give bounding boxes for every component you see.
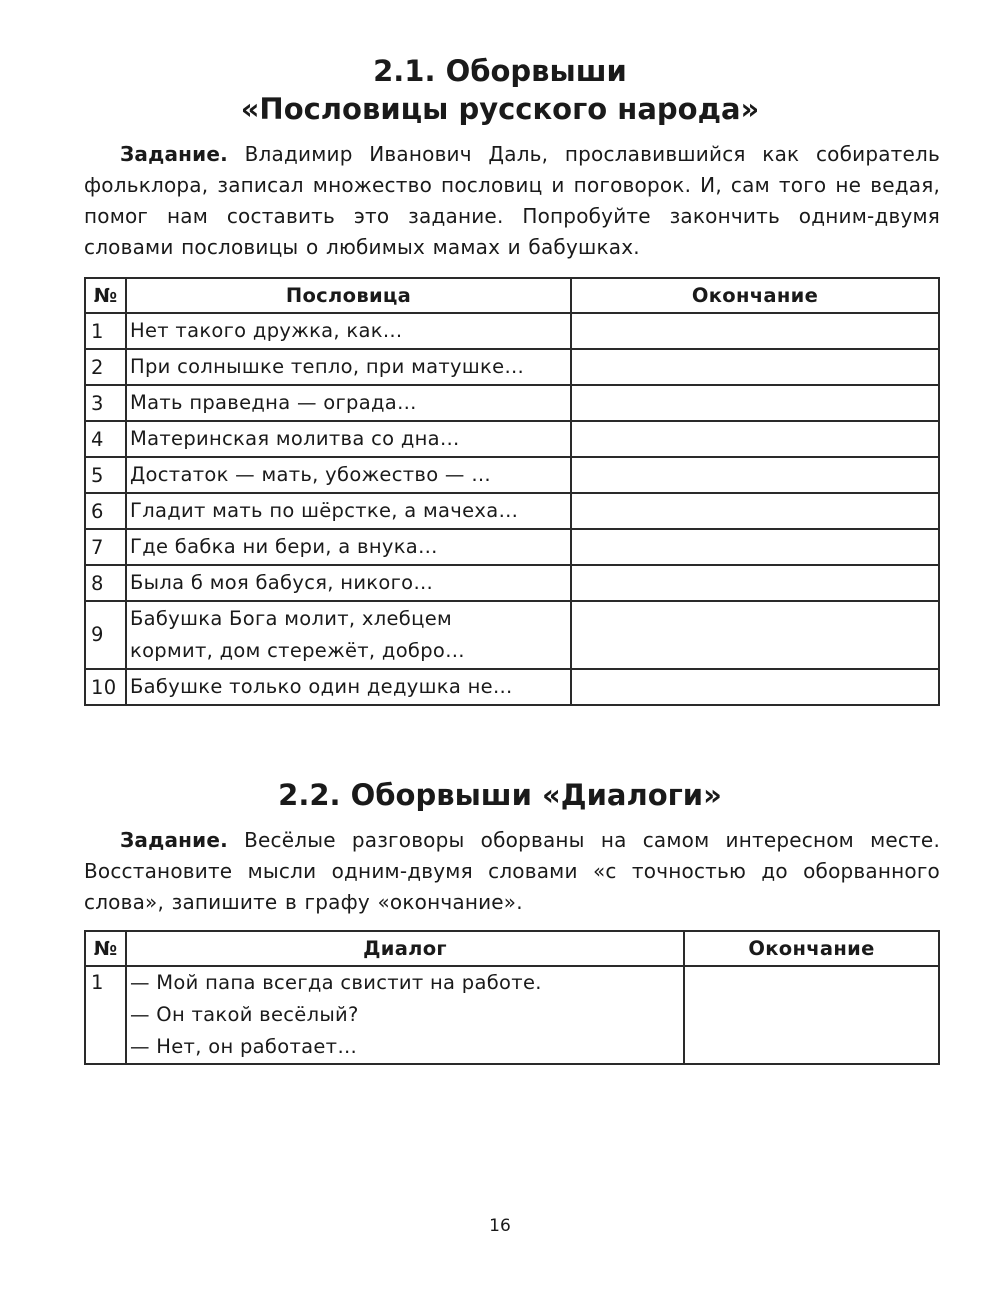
row-text-line: — Он такой весёлый? [130, 1003, 359, 1026]
ending-answer-cell[interactable] [571, 313, 939, 349]
row-number: 3 [85, 385, 126, 421]
row-number: 1 [85, 313, 126, 349]
task-text: Владимир Иванович Даль, прославившийся как собиратель фольклора, записал множество пословиц и поговорок. И, сам того не ведая, помог нам составить это задание. Попробуйте закончить одним-двумя словами пословицы о любимых мамах и бабушках. [84, 142, 940, 259]
row-text-cell [126, 421, 571, 457]
table-row [85, 601, 939, 669]
header-dialog: Диалог [126, 931, 684, 966]
dialogs-table [84, 930, 940, 1065]
table-row [85, 349, 939, 385]
row-text-cell [126, 601, 571, 669]
ending-answer-cell[interactable] [571, 349, 939, 385]
row-text-line: Материнская молитва со дна… [130, 427, 460, 450]
row-text-line: — Мой папа всегда свистит на работе. [130, 971, 542, 994]
ending-answer-cell[interactable] [571, 529, 939, 565]
row-number: 6 [85, 493, 126, 529]
row-text-cell [126, 385, 571, 421]
table-row [85, 421, 939, 457]
row-text-line: Достаток — мать, убожество — … [130, 463, 492, 486]
header-ending: Окончание [571, 278, 939, 313]
row-text-cell [126, 669, 571, 705]
section-1-task [84, 139, 940, 263]
table-row [85, 669, 939, 705]
row-number: 4 [85, 421, 126, 457]
header-num: № [85, 931, 126, 966]
header-proverb: Пословица [126, 278, 571, 313]
ending-answer-cell[interactable] [684, 966, 939, 1064]
row-number: 5 [85, 457, 126, 493]
row-text-line: Мать праведна — ограда… [130, 391, 417, 414]
section-1-title-line-2: «Пословицы русского народа» [240, 92, 760, 126]
ending-answer-cell[interactable] [571, 601, 939, 669]
table-row [85, 565, 939, 601]
section-2-title: 2.2. Оборвыши «Диалоги» [278, 778, 722, 812]
row-text-cell [126, 493, 571, 529]
row-text-cell [126, 349, 571, 385]
row-text-line: кормит, дом стережёт, добро… [130, 639, 465, 662]
row-number: 10 [85, 669, 126, 705]
ending-answer-cell[interactable] [571, 385, 939, 421]
table-header-row [85, 278, 939, 313]
ending-answer-cell[interactable] [571, 421, 939, 457]
row-text-line: — Нет, он работает… [130, 1035, 358, 1058]
header-num: № [85, 278, 126, 313]
table-row [85, 493, 939, 529]
row-number: 8 [85, 565, 126, 601]
proverbs-table [84, 277, 940, 706]
page-number: 16 [489, 1216, 511, 1236]
ending-answer-cell[interactable] [571, 565, 939, 601]
task-label: Задание. [120, 828, 228, 852]
row-text-cell [126, 313, 571, 349]
row-text-cell [126, 966, 684, 1064]
row-number: 9 [85, 601, 126, 669]
row-text-cell [126, 565, 571, 601]
table-row [85, 385, 939, 421]
row-text-line: Нет такого дружка, как… [130, 319, 403, 342]
table-row [85, 966, 939, 1064]
row-text-cell [126, 457, 571, 493]
row-number: 2 [85, 349, 126, 385]
row-text-line: При солнышке тепло, при матушке… [130, 355, 525, 378]
row-text-line: Была б моя бабуся, никого… [130, 571, 434, 594]
row-text-cell [126, 529, 571, 565]
task-label: Задание. [120, 142, 228, 166]
section-2-task [84, 825, 940, 918]
task-text: Весёлые разговоры оборваны на самом интересном месте. Восстановите мысли одним-двумя словами «с точностью до оборванного слова», запишите в графу «окончание». [84, 828, 940, 914]
row-text-line: Бабушка Бога молит, хлебцем [130, 607, 453, 630]
table-row [85, 457, 939, 493]
table-header-row [85, 931, 939, 966]
row-number: 7 [85, 529, 126, 565]
row-text-line: Бабушке только один дедушка не… [130, 675, 513, 698]
row-text-line: Гладит мать по шёрстке, а мачеха… [130, 499, 519, 522]
section-1-title-line-1: 2.1. Оборвыши [373, 54, 627, 88]
row-text-line: Где бабка ни бери, а внука… [130, 535, 438, 558]
header-ending: Окончание [684, 931, 939, 966]
table-row [85, 313, 939, 349]
ending-answer-cell[interactable] [571, 669, 939, 705]
row-number: 1 [85, 966, 126, 1064]
ending-answer-cell[interactable] [571, 457, 939, 493]
ending-answer-cell[interactable] [571, 493, 939, 529]
table-row [85, 529, 939, 565]
